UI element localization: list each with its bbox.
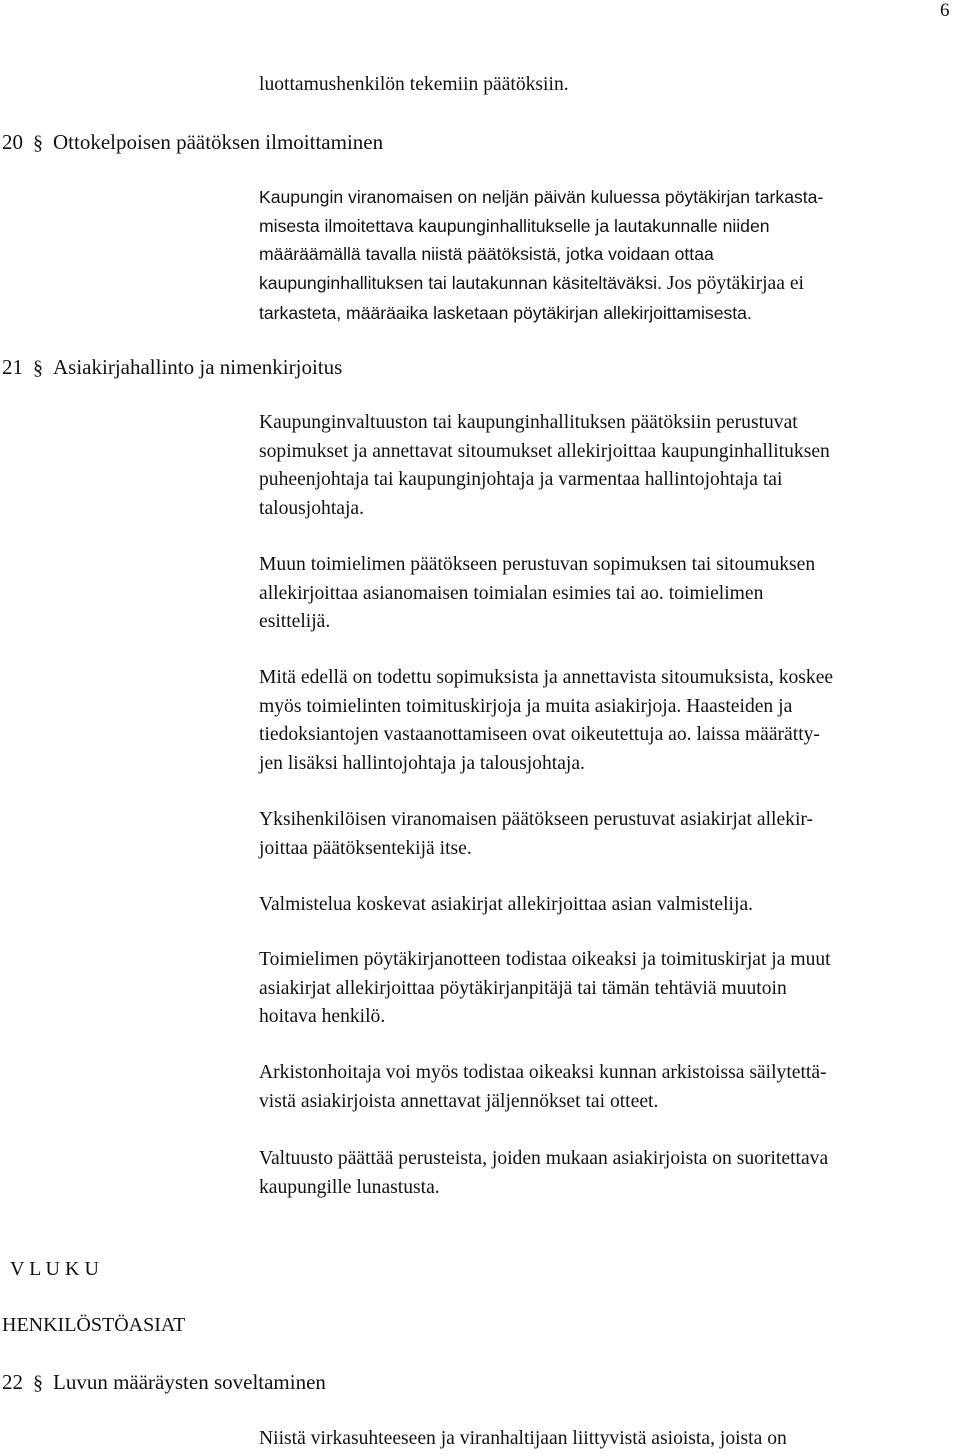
section-symbol: § xyxy=(33,357,43,379)
paragraph-ottokelpoisen-ilmoittaminen: Kaupungin viranomaisen on neljän päivän kuluessa pöytäkirjan tarkasta- misesta ilmoitettava kaupunginhallitukselle ja lautakunnalle niiden määräämällä tavalla niistä päätöksistä, jotka voidaan ottaa kaupunginhallituksen tai lautakunnan käsiteltäväksi. Jos pöytäkirjaa ei tarkasteta, määräaika lasketaan pöytäkirjan allekirjoittamisesta. xyxy=(259,187,824,323)
section-symbol: § xyxy=(33,1372,43,1394)
paragraph-continuation: luottamushenkilön tekemiin päätöksiin. xyxy=(259,74,569,95)
paragraph-valmistelu: Valmistelua koskevat asiakirjat allekirjoittaa asian valmistelija. xyxy=(259,894,754,915)
section-heading-20: 20 § Ottokelpoisen päätöksen ilmoittaminen xyxy=(2,130,384,154)
paragraph-lunastus: Valtuusto päättää perusteista, joiden mukaan asiakirjoista on suoritettava kaupungille lunastusta. xyxy=(259,1148,829,1198)
chapter-title: HENKILÖSTÖASIAT xyxy=(2,1314,186,1336)
section-title: Luvun määräysten soveltaminen xyxy=(53,1370,326,1394)
paragraph-sopimukset: Kaupunginvaltuuston tai kaupunginhallituksen päätöksiin perustuvat sopimukset ja annettavat sitoumukset allekirjoittaa kaupunginhallituksen puheenjohtaja tai kaupunginjohtaja ja varmentaa hallintojohtaja tai talousjohtaja. xyxy=(259,412,830,520)
paragraph-arkistonhoitaja: Arkistonhoitaja voi myös todistaa oikeaksi kunnan arkistoissa säilytettä- vistä asiakirjoista annettavat jäljennökset tai otteet. xyxy=(259,1062,827,1112)
section-heading-21: 21 § Asiakirjahallinto ja nimenkirjoitus xyxy=(2,355,343,379)
paragraph-toimituskirjat: Mitä edellä on todettu sopimuksista ja annettavista sitoumuksista, koskee myös toimielinten toimituskirjoja ja muita asiakirjoja. Haasteiden ja tiedoksiantojen vastaanottamiseen ovat oikeutettuja ao. laissa määrätty- jen lisäksi hallintojohtaja ja talousjohtaja. xyxy=(259,667,834,775)
paragraph-henkilosto: Niistä virkasuhteeseen ja viranhaltijaan liittyvistä asioista, joista on xyxy=(259,1428,787,1449)
paragraph-yksihenkiloinen: Yksihenkilöisen viranomaisen päätökseen perustuvat asiakirjat allekir- joittaa päätöksentekijä itse. xyxy=(259,809,814,859)
page-number: 6 xyxy=(940,0,950,21)
section-symbol: § xyxy=(33,132,43,154)
paragraph-muun-toimielimen: Muun toimielimen päätökseen perustuvan sopimuksen tai sitoumuksen allekirjoittaa asianomaisen toimialan esimies tai ao. toimielimen esittelijä. xyxy=(259,554,816,633)
section-title: Ottokelpoisen päätöksen ilmoittaminen xyxy=(53,130,384,154)
section-title: Asiakirjahallinto ja nimenkirjoitus xyxy=(53,355,343,379)
paragraph-poytakirjanote: Toimielimen pöytäkirjanotteen todistaa oikeaksi ja toimituskirjat ja muut asiakirjat allekirjoittaa pöytäkirjanpitäjä tai tämän tehtäviä muutoin hoitava henkilö. xyxy=(259,949,831,1028)
chapter-label: V L U K U xyxy=(10,1258,99,1280)
section-heading-22: 22 § Luvun määräysten soveltaminen xyxy=(2,1370,326,1394)
